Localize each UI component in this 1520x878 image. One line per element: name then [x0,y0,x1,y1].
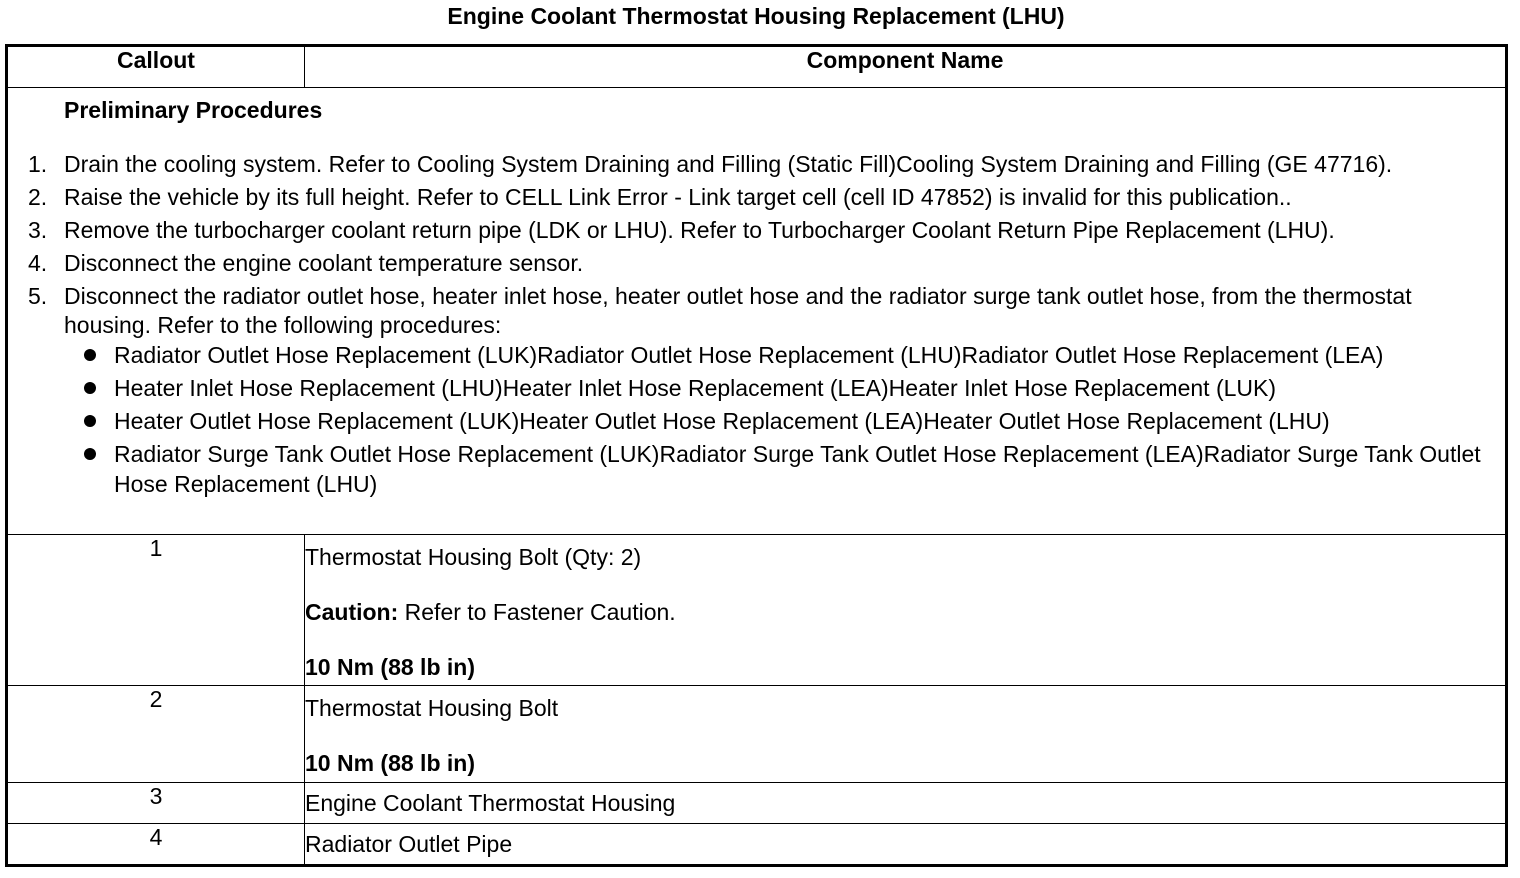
table-row [7,686,1507,783]
bullet-icon [84,349,96,361]
bullet-icon [84,415,96,427]
sub-procedure-text: Heater Outlet Hose Replacement (LUK)Heater Outlet Hose Replacement (LEA)Heater Outlet Hose Replacement (LHU) [114,408,1330,434]
procedure-step [8,282,1505,499]
step-text: Disconnect the radiator outlet hose, heater inlet hose, heater outlet hose and the radiator surge tank outlet hose, from the thermostat housing. Refer to the following procedures: [64,283,1412,338]
step-text: Raise the vehicle by its full height. Refer to CELL Link Error - Link target cell (cell ID 47852) is invalid for this publication.. [64,184,1292,210]
sub-procedure-text: Heater Inlet Hose Replacement (LHU)Heater Inlet Hose Replacement (LEA)Heater Inlet Hose Replacement (LUK) [114,375,1277,401]
callout-header: Callout [7,46,305,88]
procedure-steps [8,150,1505,499]
table-header-row [7,46,1507,88]
step-text: Drain the cooling system. Refer to Cooling System Draining and Filling (Static Fill)Cooling System Draining and Filling (GE 47716). [64,151,1393,177]
torque-spec: 10 Nm (88 lb in) [305,654,475,680]
table-row [7,824,1507,866]
preliminary-row [7,88,1507,535]
component-name: Radiator Outlet Pipe [305,824,1507,866]
step-number: 5. [28,283,48,309]
sub-procedure-text: Radiator Surge Tank Outlet Hose Replacement (LUK)Radiator Surge Tank Outlet Hose Replacement (LEA)Radiator Surge Tank Outlet Hose Replacement (LHU) [114,441,1481,497]
bullet-icon [84,382,96,394]
component-name: Engine Coolant Thermostat Housing [305,783,1507,824]
component-name-header: Component Name [305,46,1507,88]
component-name: Thermostat Housing Bolt [305,695,559,721]
caution-note [305,598,1505,626]
component-name: Thermostat Housing Bolt (Qty: 2) [305,544,642,570]
table-row [7,783,1507,824]
step-number: 1. [28,151,48,177]
table-row [7,535,1507,686]
callout-cell: 1 [7,535,305,686]
callout-cell: 2 [7,686,305,783]
sub-procedure-text: Radiator Outlet Hose Replacement (LUK)Radiator Outlet Hose Replacement (LHU)Radiator Outlet Hose Replacement (LEA) [114,342,1384,368]
sub-procedure-item [64,439,1491,499]
component-cell [305,535,1507,686]
callout-cell: 3 [7,783,305,824]
sub-procedure-item [64,340,1491,370]
caution-text: Refer to Fastener Caution. [398,599,676,625]
procedure-step [8,249,1505,278]
document-title: Engine Coolant Thermostat Housing Replacement (LHU) [447,3,1065,29]
sub-procedure-list [64,340,1491,499]
procedure-step [8,216,1505,245]
step-number: 3. [28,217,48,243]
callout-cell: 4 [7,824,305,866]
step-text: Remove the turbocharger coolant return pipe (LDK or LHU). Refer to Turbocharger Coolant Return Pipe Replacement (LHU). [64,217,1335,243]
step-text: Disconnect the engine coolant temperature sensor. [64,250,584,276]
step-number: 2. [28,184,48,210]
component-cell [305,686,1507,783]
preliminary-procedures-cell [7,88,1507,535]
caution-label: Caution: [305,599,399,625]
step-number: 4. [28,250,48,276]
preliminary-procedures-title: Preliminary Procedures [64,97,323,123]
sub-procedure-item [64,406,1491,436]
torque-spec: 10 Nm (88 lb in) [305,750,475,776]
bullet-icon [84,448,96,460]
procedure-step [8,150,1505,179]
sub-procedure-item [64,373,1491,403]
procedure-step [8,183,1505,212]
component-table [5,44,1508,867]
